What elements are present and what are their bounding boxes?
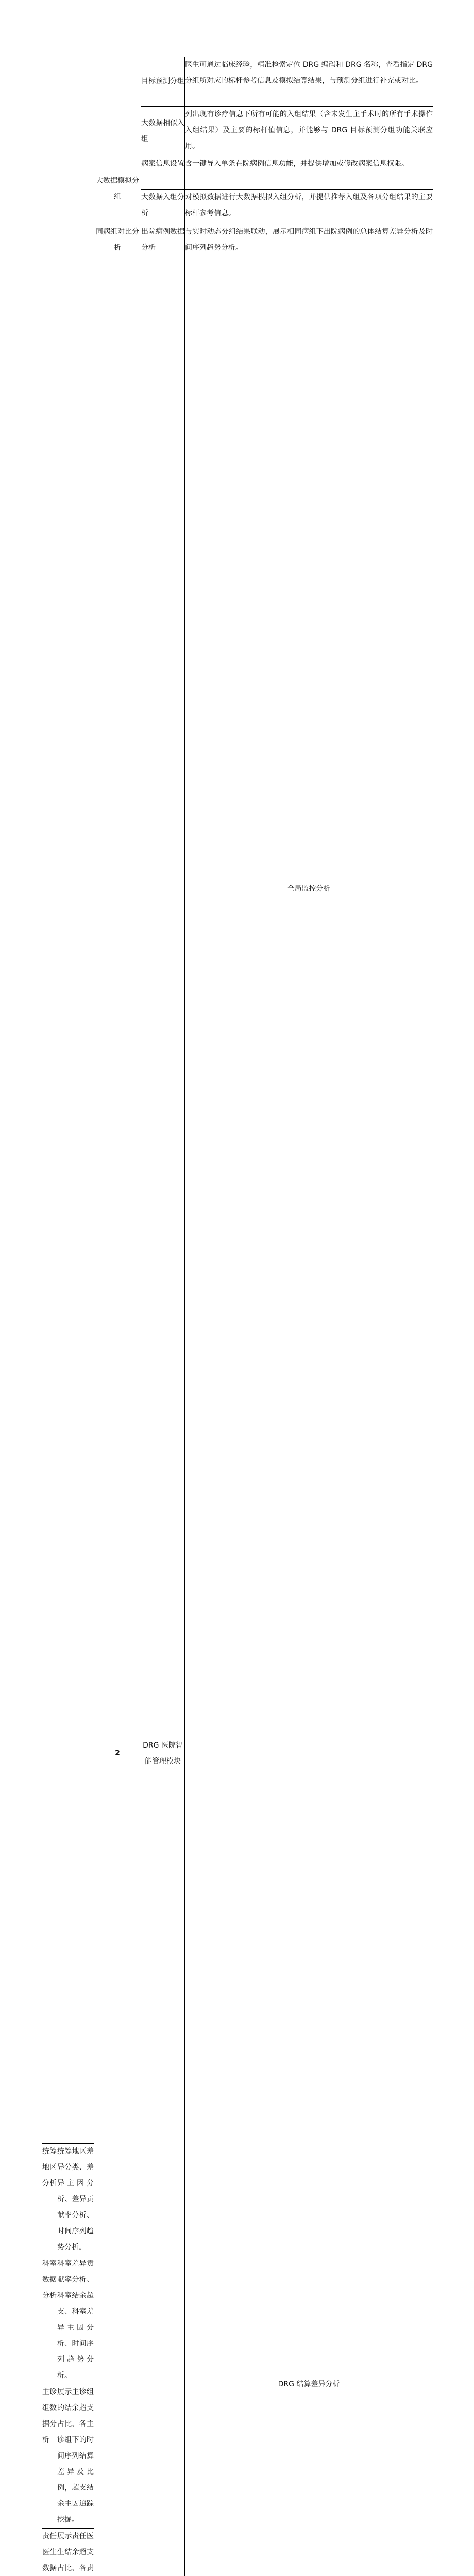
function-description: 科室差异贡献率分析、科室结余超支、科室差异主因分析、时间序列趋势分析。 bbox=[57, 2256, 94, 2384]
function-description: 对模拟数据进行大数据模拟入组分析，并提供推荐入组及各项分组结果的主要标杆参考信息。 bbox=[185, 190, 433, 222]
function-name: 大数据入组分析 bbox=[141, 190, 185, 222]
function-name: 主诊组数据分析 bbox=[42, 2384, 57, 2529]
empty-module-cell bbox=[57, 57, 94, 2144]
group-name: 大数据模拟分组 bbox=[94, 156, 141, 222]
function-name: 科室数据分析 bbox=[42, 2256, 57, 2384]
function-description: 展示责任医生结余超支占比、各责 bbox=[57, 2529, 94, 2576]
function-description: 含一键导入单条在院病例信息功能，并提供增加或修改病案信息权限。 bbox=[185, 156, 433, 190]
group-name: 同病组对比分析 bbox=[94, 222, 141, 258]
function-description: 医生可通过临床经验，精准检索定位 DRG 编码和 DRG 名称，查看指定 DRG 分组所对应的标杆参考信息及模拟结算结果，与预测分组进行补充或对比。 bbox=[185, 57, 433, 107]
function-spec-table bbox=[42, 57, 433, 2576]
table-row bbox=[42, 57, 433, 107]
table-row bbox=[42, 222, 433, 258]
function-name: 目标预测分组 bbox=[141, 57, 185, 107]
function-name: 责任医生数据 bbox=[42, 2529, 57, 2576]
empty-num-cell bbox=[42, 57, 57, 2144]
function-description: 统筹地区差异分类、差异主因分析、差异贡献率分析、时间序列趋势分析。 bbox=[57, 2144, 94, 2256]
function-description: 展示主诊组的结余超支占比、各主诊组下的时间序列结算差异及比例，超支结余主因追踪挖掘。 bbox=[57, 2384, 94, 2529]
table-row bbox=[42, 258, 433, 1520]
function-name: 病案信息设置 bbox=[141, 156, 185, 190]
group-name: 全局监控分析 bbox=[185, 258, 433, 1520]
table-row bbox=[42, 156, 433, 190]
module-name: DRG 医院智能管理模块 bbox=[141, 258, 185, 2576]
empty-group-cell bbox=[94, 57, 141, 156]
function-description: 与实时动态分组结果联动，展示相同病组下出院病例的总体结算差异分析及时间序列趋势分析。 bbox=[185, 222, 433, 258]
function-name: 统筹地区分析 bbox=[42, 2144, 57, 2256]
function-description: 列出现有诊疗信息下所有可能的入组结果（含未发生主手术时的所有手术操作入组结果）及主要的标杆值信息，并能够与 DRG 目标预测分组功能关联应用。 bbox=[185, 107, 433, 156]
function-name: 大数据相似入组 bbox=[141, 107, 185, 156]
section-number: 2 bbox=[94, 258, 141, 2576]
group-name: DRG 结算差异分析 bbox=[185, 1520, 433, 2576]
function-name: 出院病例数据分析 bbox=[141, 222, 185, 258]
